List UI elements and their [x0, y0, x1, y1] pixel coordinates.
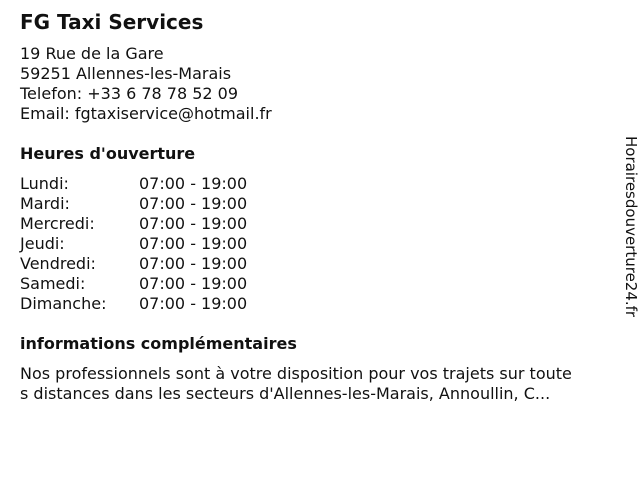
time-range: 07:00 - 19:00 [139, 294, 248, 313]
day-label: Mardi: [20, 194, 70, 213]
time-range: 07:00 - 19:00 [139, 234, 248, 253]
time-range: 07:00 - 19:00 [139, 194, 248, 213]
business-address [20, 44, 272, 124]
address-city: 59251 Allennes-les-Marais [20, 64, 232, 83]
additional-info-heading: informations complémentaires [20, 334, 297, 353]
day-label: Mercredi: [20, 214, 95, 233]
info-line: Nos professionnels sont à votre disposition pour vos trajets sur toute [20, 364, 572, 383]
address-street: 19 Rue de la Gare [20, 44, 164, 63]
info-line: s distances dans les secteurs d'Allennes-les-Marais, Annoullin, C... [20, 384, 551, 403]
time-range: 07:00 - 19:00 [139, 214, 248, 233]
day-label: Jeudi: [20, 234, 65, 253]
opening-hours-heading: Heures d'ouverture [20, 144, 196, 163]
day-label: Vendredi: [20, 254, 96, 273]
business-name: FG Taxi Services [20, 10, 204, 34]
day-label: Dimanche: [20, 294, 107, 313]
time-range: 07:00 - 19:00 [139, 174, 248, 193]
time-range: 07:00 - 19:00 [139, 274, 248, 293]
time-range: 07:00 - 19:00 [139, 254, 248, 273]
additional-info-text [20, 364, 624, 404]
phone-number: Telefon: +33 6 78 78 52 09 [20, 84, 239, 103]
email-address: Email: fgtaxiservice@hotmail.fr [20, 104, 272, 123]
site-watermark: Horairesdouverture24.fr [622, 136, 640, 318]
day-label: Samedi: [20, 274, 86, 293]
day-label: Lundi: [20, 174, 69, 193]
